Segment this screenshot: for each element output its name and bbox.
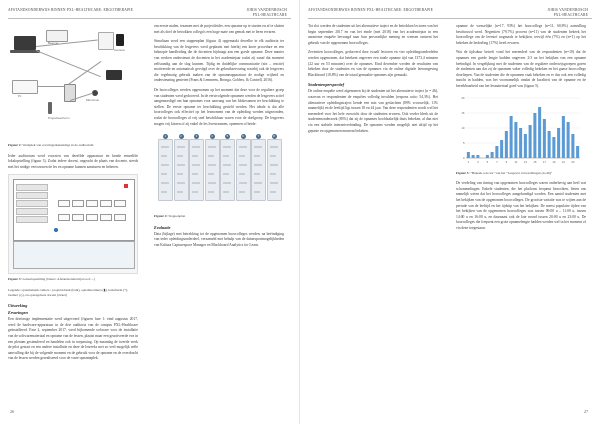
header-rule bbox=[308, 18, 592, 19]
bar bbox=[524, 134, 527, 158]
step-line bbox=[192, 146, 200, 148]
x-tick-label: 15 bbox=[533, 159, 537, 164]
desk bbox=[114, 214, 126, 221]
caption-text: "Bekeek u de les" van het "Lesgever verwachtingen (n=46)" bbox=[470, 170, 553, 175]
step-panel bbox=[174, 134, 189, 201]
y-tick-label: 15 bbox=[461, 110, 465, 115]
paragraph: Simultaan werd een stappenplan (figuur 4) opgemaakt dewelke in elk auditoria ter beschikking van de lesgevers werd geplaatst met hierbij een korte procedure en een beknopte handleiding die de docenten bijdraagt aan een goede opname. Deze manier van werken ondersteunt de docenten in het academiejaar zodat zij vanaf dat moment zelfstandig aan de slag kunnen. Tijdig en duidelijke communicatie (zin – reactie) motiveerde en automatisch gevolgd over de gebruikservaring waarbij ook de lesgevers die regelmatig gebruik maken van de opnameapparatuur de nodige vrijheid en ondersteuning genieten (Frans & Lemmens, Bronga, Golders, & Cantrell, 2016). bbox=[154, 39, 284, 83]
corridor-plan bbox=[13, 241, 135, 269]
label-mic: Microfoon bbox=[86, 98, 100, 102]
bar bbox=[548, 131, 551, 158]
bar bbox=[529, 125, 532, 158]
bar bbox=[467, 152, 470, 158]
caption-text: Stappenplan bbox=[168, 214, 186, 219]
figure-4-caption bbox=[154, 214, 284, 219]
step-line bbox=[192, 173, 198, 175]
right-page bbox=[300, 0, 600, 424]
bar bbox=[533, 113, 536, 158]
step-line bbox=[161, 155, 167, 157]
right-column-2 bbox=[456, 24, 586, 235]
paragraph: Zeventien hoorcolleges, gedoceerd door twaalf lectoren en vier opleidingsonderdelen werden opgenomen, dat betekent ongeveer een totale opname tijd van 1373,4 minuten (22 uur en 53 minuten) over de opnames. Eind december werden de resultaten van bekeken door de studenten en van de opnames via de online digitale leeromgeving Blackboard (18,8%) van de totaal gemaakte opnames zijn gemaakt. bbox=[308, 50, 438, 77]
x-tick-label: 17 bbox=[542, 159, 546, 164]
step-line bbox=[223, 182, 231, 184]
paragraph: Een driefasige implementatie werd uitgevoerd (figuren fase 1: eind augustus 2017, werd de hardware-apparatuur in de drie auditoria van de campus PXL-Healthcare geïnstalleerd. Fase 2, september 2017, werd bijkomende software voor de installatie van de softwaremateriaal en opname van de lessen, plaatst maar een geactiveerde eva in een plenum gesimuleerd en handelen ook in toepassing. Op maandag de tweede werk de pilot gestart en een andere installatie en deze de lesreeks met zo veel mogelijk reële aanvulling die bij de volgende moment en de gebruik voor de opname en de overdracht van de lessen werden gerealiseerd voor de vaste opnameplek. bbox=[8, 317, 138, 361]
bar bbox=[476, 155, 479, 158]
lecturer-marker bbox=[54, 228, 58, 232]
section-heading: Evaluatie bbox=[154, 224, 171, 230]
y-tick-label: 20 bbox=[461, 95, 465, 100]
running-header-title: AFSTANDSONDERWIJS BINNEN PXL-HEALTHCARE: ERGOTHERAPIE bbox=[308, 8, 434, 12]
step-line bbox=[177, 155, 183, 157]
step-line bbox=[270, 164, 278, 166]
x-tick-label: 11 bbox=[514, 159, 518, 164]
step-number: 1 bbox=[164, 134, 167, 139]
bar bbox=[505, 131, 508, 158]
bar bbox=[567, 122, 570, 158]
step-line bbox=[161, 182, 169, 184]
step-line bbox=[177, 164, 185, 166]
bar bbox=[514, 122, 517, 158]
section-heading: Studentenperspectief bbox=[308, 82, 345, 88]
step-line bbox=[254, 182, 262, 184]
paragraph: opname de wenselijke (n=17, 93%) het hoorcollege (n=11, 60,8%) aanvulling beschouwd werd. Negentien (79,7%) procent (n=11) van de studenten bekeek het hoorcollege om de leerstof nogmaals te bekijken, terwijl één (7%) en (n=1) op het bekeken de bedoeling (17%) heeft ervaren. bbox=[456, 24, 586, 45]
page-number: 27 bbox=[584, 409, 588, 414]
camera-icon bbox=[116, 34, 124, 46]
cable-line bbox=[36, 50, 101, 77]
desk bbox=[72, 214, 84, 221]
laptop-icon bbox=[14, 36, 36, 50]
desk bbox=[72, 200, 84, 207]
x-tick-label: 13 bbox=[523, 159, 527, 164]
seat-row bbox=[16, 192, 48, 199]
header-org: PXL-HEALTHCARE bbox=[553, 13, 588, 17]
pc-icon bbox=[12, 80, 38, 94]
step-line bbox=[177, 191, 183, 193]
desk bbox=[100, 200, 112, 207]
bar bbox=[510, 116, 513, 158]
step-number: 4 bbox=[211, 134, 213, 139]
paragraph: De hoorcolleges werden opgenomen op het moment dat deze voor de reguliere groep van studenten werd gedoceerd. In de eerstvolgende opnamen werden de lesgevers actief aangemoedigd om hun opnames voor aanvang van het blokexamen ter beschikking te stellen. De eerste opname ter beschikking gesteld werden. Het ideale is dat alle hoorcolleges ook effectief op het lesmoment van de opleiding werden uitgezonden, zodat de hoorcolleges al vrij snel beschikbaar waren voor de doelgroep. De lesgevers mogen vrij kiezen of zij enkel de les livestreamen, opnemen of beide. bbox=[154, 87, 284, 126]
figure-legend: Legende: opnamebank camera / projectiebank (balk), opnamecamera (▮), ledscherm (+), beamer (◇), en opstapplaats docent (cirkel) bbox=[8, 287, 129, 297]
camera-marker bbox=[124, 184, 128, 188]
bar bbox=[562, 116, 565, 158]
step-line bbox=[254, 191, 260, 193]
step-line bbox=[161, 191, 167, 193]
step-line bbox=[208, 146, 216, 148]
step-line bbox=[223, 155, 229, 157]
running-header-title: AFSTANDSONDERWIJS BINNEN PXL-HEALTHCARE: ERGOTHERAPIE bbox=[8, 8, 134, 12]
desk bbox=[86, 214, 98, 221]
header-author-name: JORIS VANDENBOSCH bbox=[246, 8, 287, 12]
step-line bbox=[270, 173, 276, 175]
step-line bbox=[239, 173, 245, 175]
step-line bbox=[223, 164, 231, 166]
x-tick-label: 23 bbox=[571, 159, 575, 164]
step-line bbox=[239, 182, 247, 184]
y-tick-label: 0 bbox=[462, 155, 465, 160]
label-camera: Camera bbox=[114, 48, 125, 52]
caption-text: Werkplek van ervaringsdeskundige in de auditorium bbox=[22, 143, 94, 147]
running-header-author bbox=[246, 8, 287, 18]
step-line bbox=[270, 146, 278, 148]
step-line bbox=[239, 191, 245, 193]
bar bbox=[486, 155, 489, 158]
mic-stand-icon bbox=[48, 102, 52, 114]
section-heading: Uitwerking bbox=[8, 303, 28, 309]
step-line bbox=[192, 191, 198, 193]
step-line bbox=[177, 146, 185, 148]
paragraph: Data (bijlage) met betrekking tot de opgenomen hoorcolleges werden, na beëindiging van ieder opleidingsonderdeel, verzameld met behulp van de dataexportmogelijkheden van Kaltura Capturespace Manager en Blackboard Analytics for Learn. bbox=[154, 231, 284, 247]
header-author-name: JORIS VANDENBOSCH bbox=[547, 8, 588, 12]
running-header-author bbox=[547, 8, 588, 18]
bar bbox=[557, 128, 560, 158]
seat-row bbox=[16, 184, 48, 191]
step-panel bbox=[251, 134, 266, 201]
step-line bbox=[270, 191, 276, 193]
step-line bbox=[177, 182, 185, 184]
desk bbox=[100, 214, 112, 221]
left-column-1 bbox=[8, 24, 138, 366]
x-tick-label: 9 bbox=[505, 159, 508, 164]
label-beamer: Beamer bbox=[48, 41, 59, 45]
header-org: PXL-HEALTHCARE bbox=[252, 13, 287, 17]
step-line bbox=[223, 146, 231, 148]
paragraph: De online enquête werd afgenomen bij de studenten uit het alternatieve traject (n = 46), waarvan er respondenten de enquêtes volledig invulden (respons ratio: 54,3%). Het alternatieve opleidingstraject kende een mix van geslachten (89% vrouwelijk, 11% mannelijk) en de leeftijd ligt tussen 18 en 44 jaar. Van deze respondenten wordt wel het merendeel voor het hele overzicht door de studenten ervaren. Ook verder bleek uit de studentenonderzoek (83%) dat zij de opnames hoofdzakelijk thuis bekeken, al dan niet via een stabiele internetverbinding. De opnames werden mogelijk niet altijd op het gepaste en opgenomen moment bekeken. bbox=[308, 89, 438, 133]
page-number: 26 bbox=[10, 409, 14, 414]
bar-chart-svg bbox=[456, 94, 584, 168]
bar-chart bbox=[456, 94, 584, 168]
paragraph: Wat de tijdsduur betreft vond het merendeel van de respondenten (n=10) dat de opnames een goede lengte hadden ongeveer 2/3 na het bekijken van een opname beëindigd. In vergelijking met de studenten van de reguliere onderwijsgroepen gaven de studenten aan dat zij de opnamen vaker volledig bekeken en het ganse hoorcollege doorliepen. Van de studenten die de opnamen vaak bekeken en er dus ook een volledig inzicht in hadden, was het voornamelijk omdat de kwaliteit van de opname en de bereikbaarheid van het lesmateriaal goed was (figuur 5). bbox=[456, 50, 586, 88]
y-tick-label: 10 bbox=[461, 125, 465, 130]
caption-label: Figuur 2: bbox=[8, 143, 22, 147]
step-number: 3 bbox=[195, 134, 198, 139]
bar bbox=[543, 119, 546, 158]
x-tick-label: 21 bbox=[561, 159, 565, 164]
x-tick-label: 5 bbox=[486, 159, 489, 164]
paragraph: om eerste malen, tezamen met de projectleider, een opname op te starten en af te sluiten met als doel de betrokken collega's een hoge mate van gemak met te leren ervaren. bbox=[154, 24, 284, 34]
cable-line bbox=[38, 86, 64, 87]
step-panel bbox=[205, 134, 220, 201]
step-line bbox=[192, 155, 198, 157]
step-line bbox=[223, 173, 229, 175]
step-number: 2 bbox=[180, 134, 182, 139]
step-number: 8 bbox=[273, 134, 275, 139]
step-line bbox=[239, 155, 245, 157]
x-tick-label: 19 bbox=[552, 159, 556, 164]
bar bbox=[495, 146, 498, 158]
recorder-box-icon bbox=[98, 32, 114, 50]
desk bbox=[114, 200, 126, 207]
header-rule bbox=[8, 18, 291, 19]
paragraph: Tot slot werden de studenten uit het alternatieve traject en de betrokken lectoren van het begin september 2017 en van het einde (mei 2018) van het academiejaar in een anonieme enquête bevraagd naar hun persoonlijke mening en wensen omtrent het gebruik van de opgenomen hoorcolleges. bbox=[308, 24, 438, 45]
caption-text: Lokaalopstelling (blauw: Afstandsonderwijs/rood: ...) bbox=[22, 277, 96, 282]
caption-label: Figuur 5: bbox=[456, 170, 470, 175]
step-line bbox=[161, 164, 169, 166]
right-column-1 bbox=[308, 24, 438, 138]
seat-row bbox=[16, 208, 48, 215]
step-number: 6 bbox=[242, 134, 244, 139]
caption-label: Figuur 4: bbox=[154, 214, 168, 219]
figure-5-caption bbox=[456, 171, 586, 176]
room-layout-figure bbox=[8, 174, 138, 274]
step-line bbox=[192, 164, 200, 166]
step-line bbox=[208, 173, 214, 175]
step-line bbox=[161, 173, 167, 175]
step-line bbox=[208, 164, 216, 166]
desk bbox=[58, 214, 70, 221]
x-tick-label: 1 bbox=[467, 159, 470, 164]
bar bbox=[500, 140, 503, 158]
desk bbox=[86, 200, 98, 207]
step-panel bbox=[220, 134, 235, 201]
step-panel bbox=[236, 134, 251, 201]
step-line bbox=[161, 146, 169, 148]
paragraph: Ieder auditorium werd voorzien van dezelfde apparatuur en kende eenzelfde lokalopstelling (figuur 3). Zodat iedere docent, ongeacht de plaats van docente, steeds met het nodige vertrouwen de les en opname kunnen aansturen en beheren. bbox=[8, 153, 138, 169]
x-tick-label: 7 bbox=[496, 159, 498, 164]
auditorium-plan bbox=[13, 179, 135, 241]
bar bbox=[491, 152, 494, 158]
bar bbox=[576, 146, 579, 158]
desk bbox=[58, 200, 70, 207]
caption-label: Figuur 3: bbox=[8, 277, 22, 282]
step-line bbox=[208, 155, 214, 157]
step-line bbox=[270, 155, 276, 157]
step-number: 5 bbox=[226, 134, 229, 139]
paragraph: De verdeling van timing van opgenomen hoorcolleges waren onderhevig aan heel wat schommelingen. Enkele studenten, die het platform frequent bezochten, lieten ons namelijk weten dat het hoorcolleges aangekondigd worden. Een aantal studenten met het bekijken van de opgenomen hoorcolleges. De grootste variatie was te wijten aan de periode van de leeftijd en het tijdstip van het bekijken. De meest populaire tijden van het bekijken van de opgenomen hoorcolleges was tussen 09:00 u – 11:00 u, tussen 14:00 u en 16:00 u, en daarnaast ook de late avond tussen 20:00 u en 23:00 u. De hoorcolleges die frequent een grote opnamelengte hadden werden wel in het moment of via deze toegestaan. bbox=[456, 181, 586, 230]
step-line bbox=[192, 182, 200, 184]
figure-2-caption bbox=[8, 143, 138, 148]
step-line bbox=[223, 191, 229, 193]
seat-row bbox=[16, 216, 48, 223]
figure-3-caption bbox=[8, 277, 138, 282]
camera-2-icon bbox=[106, 70, 122, 80]
bar bbox=[472, 155, 475, 158]
section-heading: Ervaringen bbox=[8, 310, 28, 316]
bar bbox=[519, 128, 522, 158]
step-number: 7 bbox=[257, 134, 260, 139]
step-line bbox=[208, 191, 214, 193]
x-tick-label: 3 bbox=[477, 159, 479, 164]
bar bbox=[552, 137, 555, 158]
step-panel bbox=[267, 134, 282, 201]
step-line bbox=[254, 164, 262, 166]
step-line bbox=[208, 182, 216, 184]
left-column-2 bbox=[154, 24, 284, 252]
seat-row bbox=[16, 200, 48, 207]
bar bbox=[538, 107, 541, 158]
label-pc: Pc bbox=[18, 94, 22, 98]
step-line bbox=[239, 146, 247, 148]
y-tick-label: 5 bbox=[462, 140, 465, 145]
label-projector: Projectiescherm bbox=[48, 116, 70, 120]
step-line bbox=[239, 164, 247, 166]
step-line bbox=[270, 182, 278, 184]
step-line bbox=[254, 155, 260, 157]
step-plan-figure bbox=[154, 131, 284, 211]
step-panel bbox=[158, 134, 173, 201]
step-line bbox=[254, 146, 262, 148]
step-line bbox=[177, 173, 183, 175]
step-panel bbox=[189, 134, 204, 201]
equipment-figure bbox=[8, 24, 136, 140]
bar bbox=[571, 134, 574, 158]
step-line bbox=[254, 173, 260, 175]
